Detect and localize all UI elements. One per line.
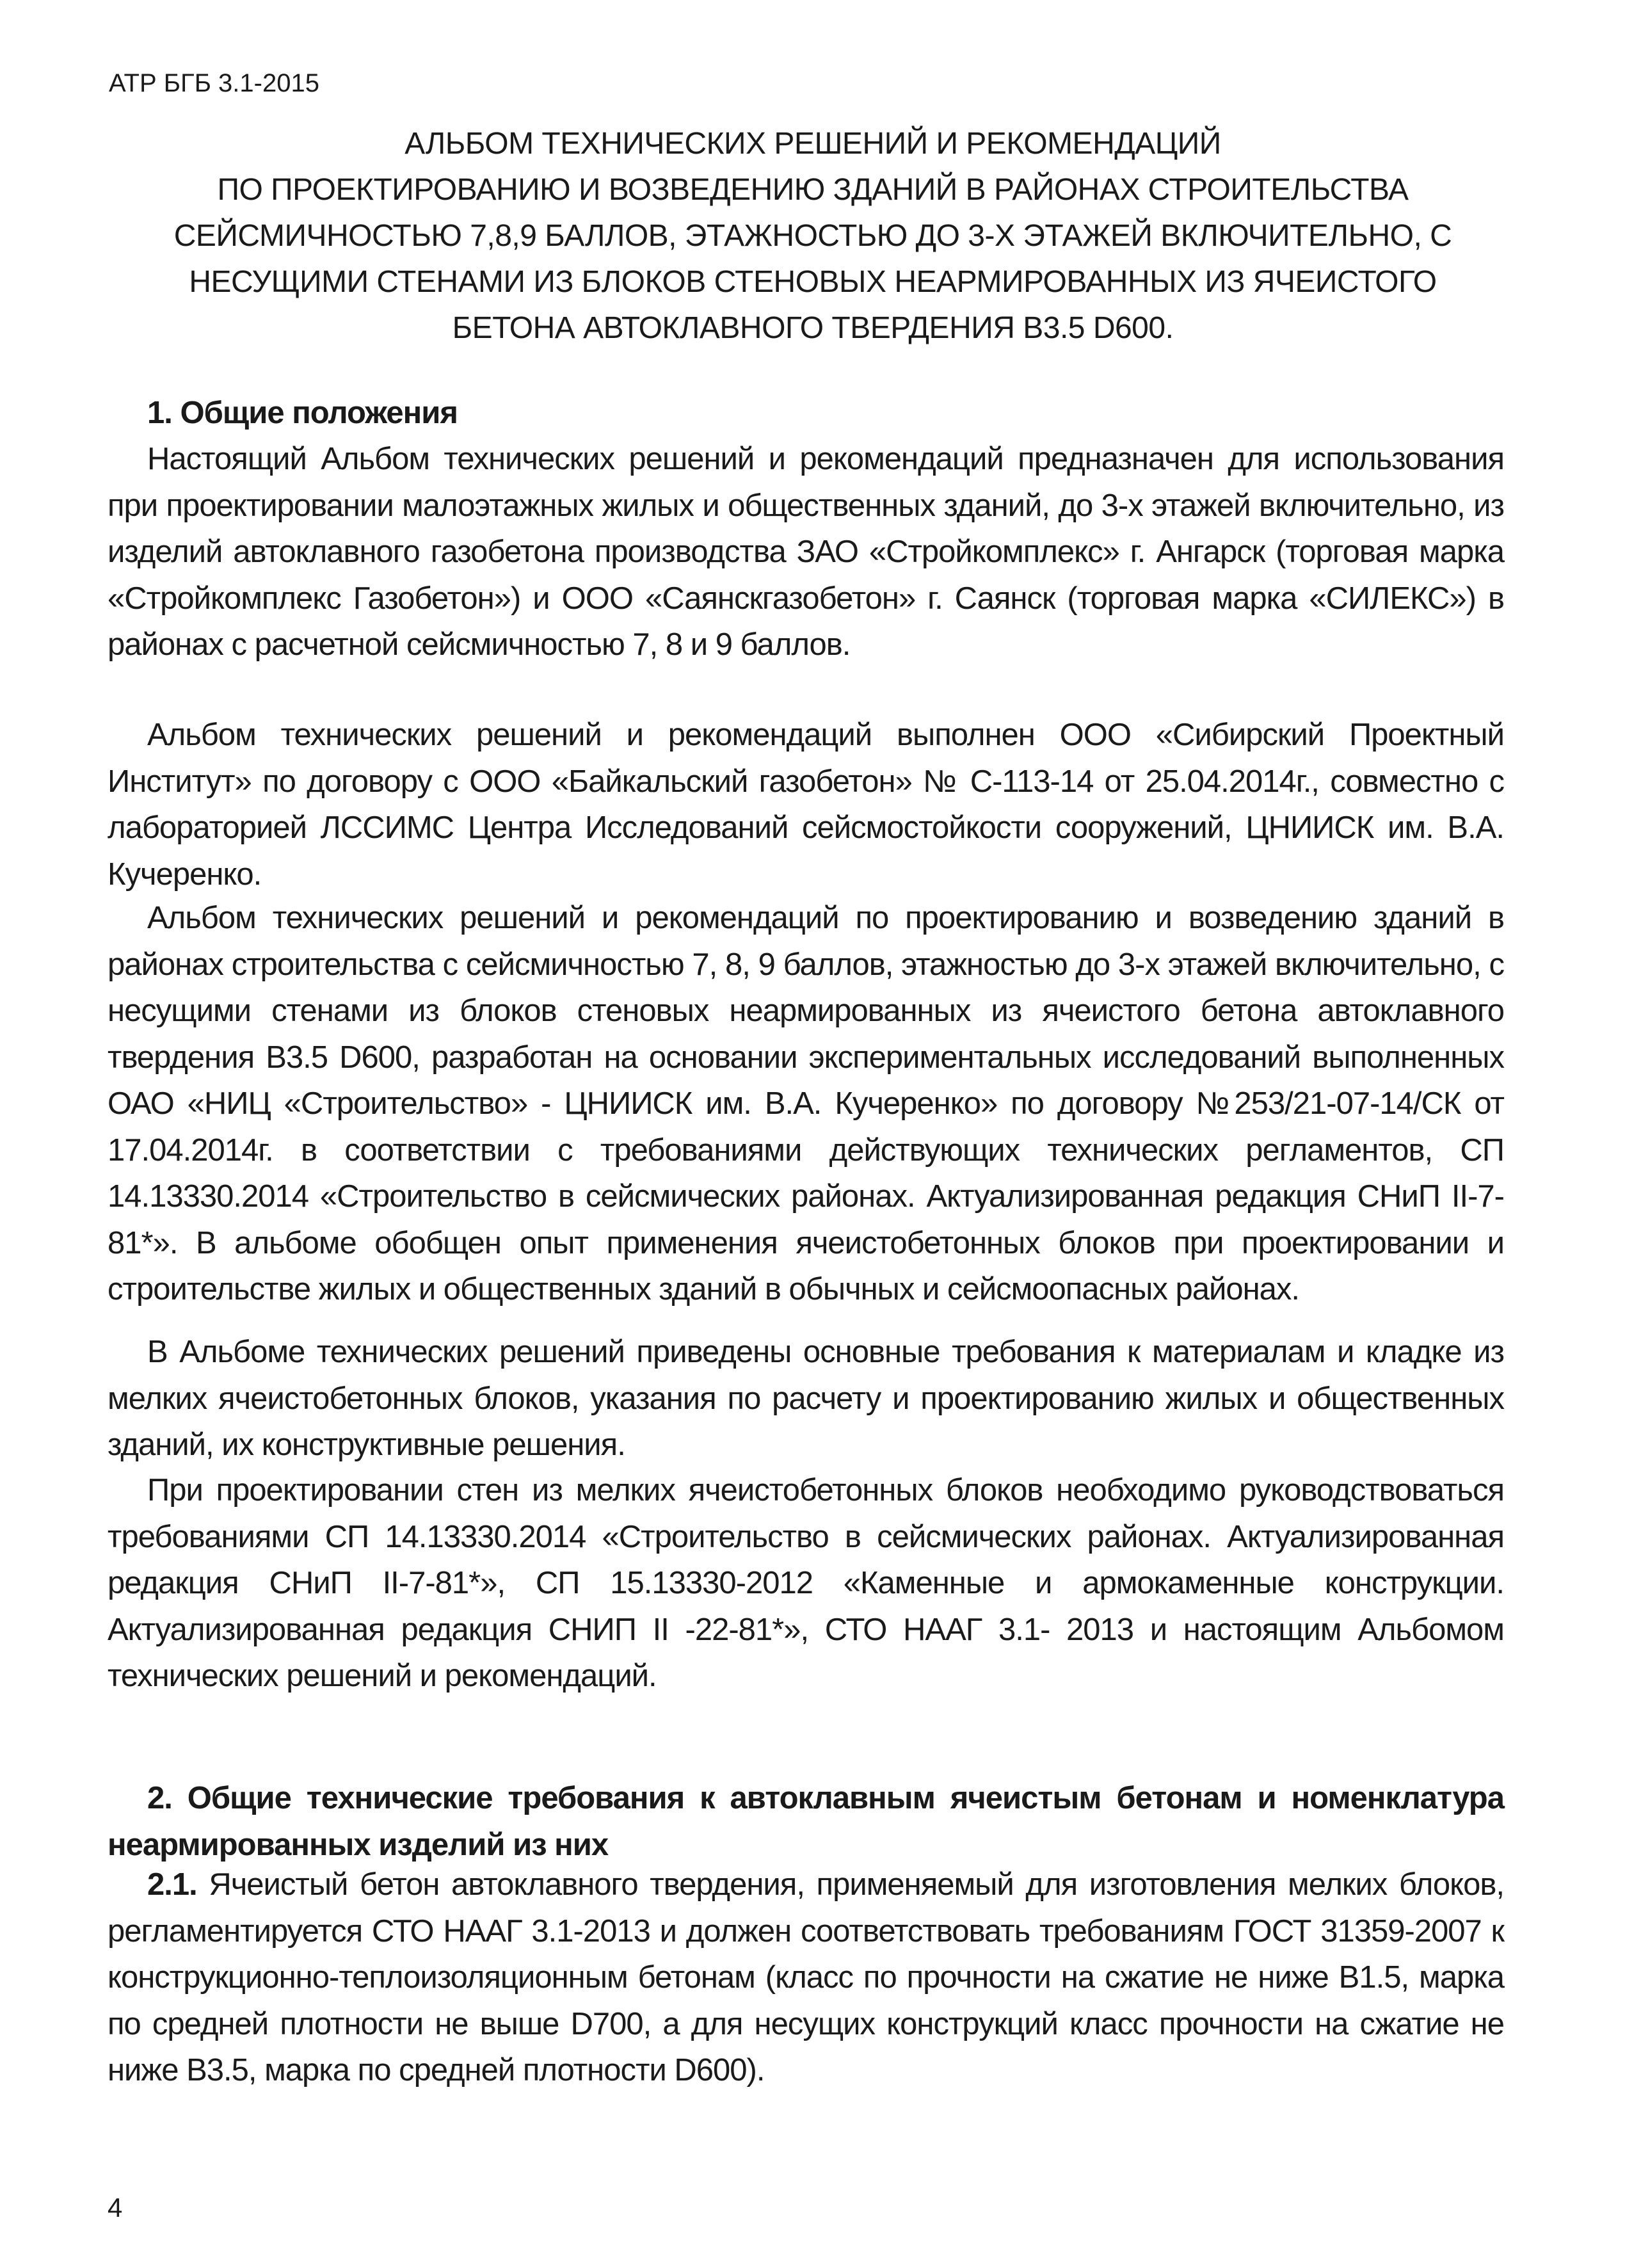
paragraph-text: В Альбоме технических решений приведены основные требования к материалам и кладке из мелких ячеистобетонных блоков, указания по расчету и проектированию жилых и общественных зданий, их конструктивные решения. — [108, 1335, 1504, 1462]
item-label: 2.1. — [147, 1867, 197, 1902]
title-line: БЕТОНА АВТОКЛАВНОГО ТВЕРДЕНИЯ В3.5 D600. — [452, 311, 1174, 345]
paragraph — [108, 1467, 1504, 1700]
paragraph — [108, 436, 1504, 668]
paragraph — [108, 895, 1504, 1313]
paragraph-text: Альбом технических решений и рекомендаций по проектированию и возведению зданий в районах строительства с сейсмичностью 7, 8, 9 баллов, этажностью до 3-х этажей включительно, с несущими стенами из блоков стеновых неармированных из ячеистого бетона автоклавного твердения В3.5 D600, разработан на основании экспериментальных исследований выполненных ОАО «НИЦ «Строительство» - ЦНИИСК им. В.А. Кучеренко» по договору №253/21-07-14/СК от 17.04.2014г. в соответствии с требованиями действующих технических регламентов, СП 14.13330.2014 «Строительство в сейсмических районах. Актуализированная редакция СНиП II-7-81*». В альбоме обобщен опыт применения ячеистобетонных блоков при проектировании и строительстве жилых и общественных зданий в обычных и сейсмоопасных районах. — [108, 901, 1504, 1307]
item-text: Ячеистый бетон автоклавного твердения, применяемый для изготовления мелких блоков, регламентируется СТО НААГ 3.1-2013 и должен соответствовать требованиям ГОСТ 31359-2007 к конструкционно-теплоизоляционным бетонам (класс по прочности на сжатие не ниже В1.5, марка по средней плотности не выше D700, а для несущих конструкций класс прочности на сжатие не ниже В3.5, марка по средней плотности D600). — [108, 1867, 1504, 2087]
paragraph — [108, 1329, 1504, 1468]
document-code: АТР БГБ 3.1-2015 — [109, 69, 319, 97]
document-title — [102, 121, 1523, 351]
section-2-heading: 2. Общие технические требования к автоклавным ячеистым бетонам и номенклатура неармированных изделий из них — [108, 1781, 1504, 1862]
paragraph-text: При проектировании стен из мелких ячеистобетонных блоков необходимо руководствоваться требованиями СП 14.13330.2014 «Строительство в сейсмических районах. Актуализированная редакция СНиП II-7-81*», СП 15.13330-2012 «Каменные и армокаменные конструкции. Актуализированная редакция СНИП II -22-81*», СТО НААГ 3.1- 2013 и настоящим Альбомом технических решений и рекомендаций. — [108, 1473, 1504, 1693]
paragraph-2-1 — [108, 1862, 1504, 2094]
title-line: СЕЙСМИЧНОСТЬЮ 7,8,9 БАЛЛОВ, ЭТАЖНОСТЬЮ ДО 3-Х ЭТАЖЕЙ ВКЛЮЧИТЕЛЬНО, С — [173, 219, 1452, 253]
paragraph — [108, 712, 1504, 897]
title-line: НЕСУЩИМИ СТЕНАМИ ИЗ БЛОКОВ СТЕНОВЫХ НЕАРМИРОВАННЫХ ИЗ ЯЧЕИСТОГО — [189, 265, 1437, 299]
page-number: 4 — [108, 2192, 123, 2223]
paragraph-text: Альбом технических решений и рекомендаций выполнен ООО «Сибирский Проектный Институт» по договору с ООО «Байкальский газобетон» № С-113-14 от 25.04.2014г., совместно с лабораторией ЛССИМС Центра Исследований сейсмостойкости сооружений, ЦНИИСК им. В.А. Кучеренко. — [108, 718, 1504, 892]
paragraph-text: Настоящий Альбом технических решений и рекомендаций предназначен для использования при проектировании малоэтажных жилых и общественных зданий, до 3-х этажей включительно, из изделий автоклавного газобетона производства ЗАО «Стройкомплекс» г. Ангарск (торговая марка «Стройкомплекс Газобетон») и ООО «Саянскгазобетон» г. Саянск (торговая марка «СИЛЕКС») в районах с расчетной сейсмичностью 7, 8 и 9 баллов. — [108, 442, 1504, 662]
title-line: АЛЬБОМ ТЕХНИЧЕСКИХ РЕШЕНИЙ И РЕКОМЕНДАЦИЙ — [404, 127, 1221, 161]
title-line: ПО ПРОЕКТИРОВАНИЮ И ВОЗВЕДЕНИЮ ЗДАНИЙ В РАЙОНАХ СТРОИТЕЛЬСТВА — [217, 173, 1409, 207]
section-1-heading: 1. Общие положения — [147, 396, 458, 430]
